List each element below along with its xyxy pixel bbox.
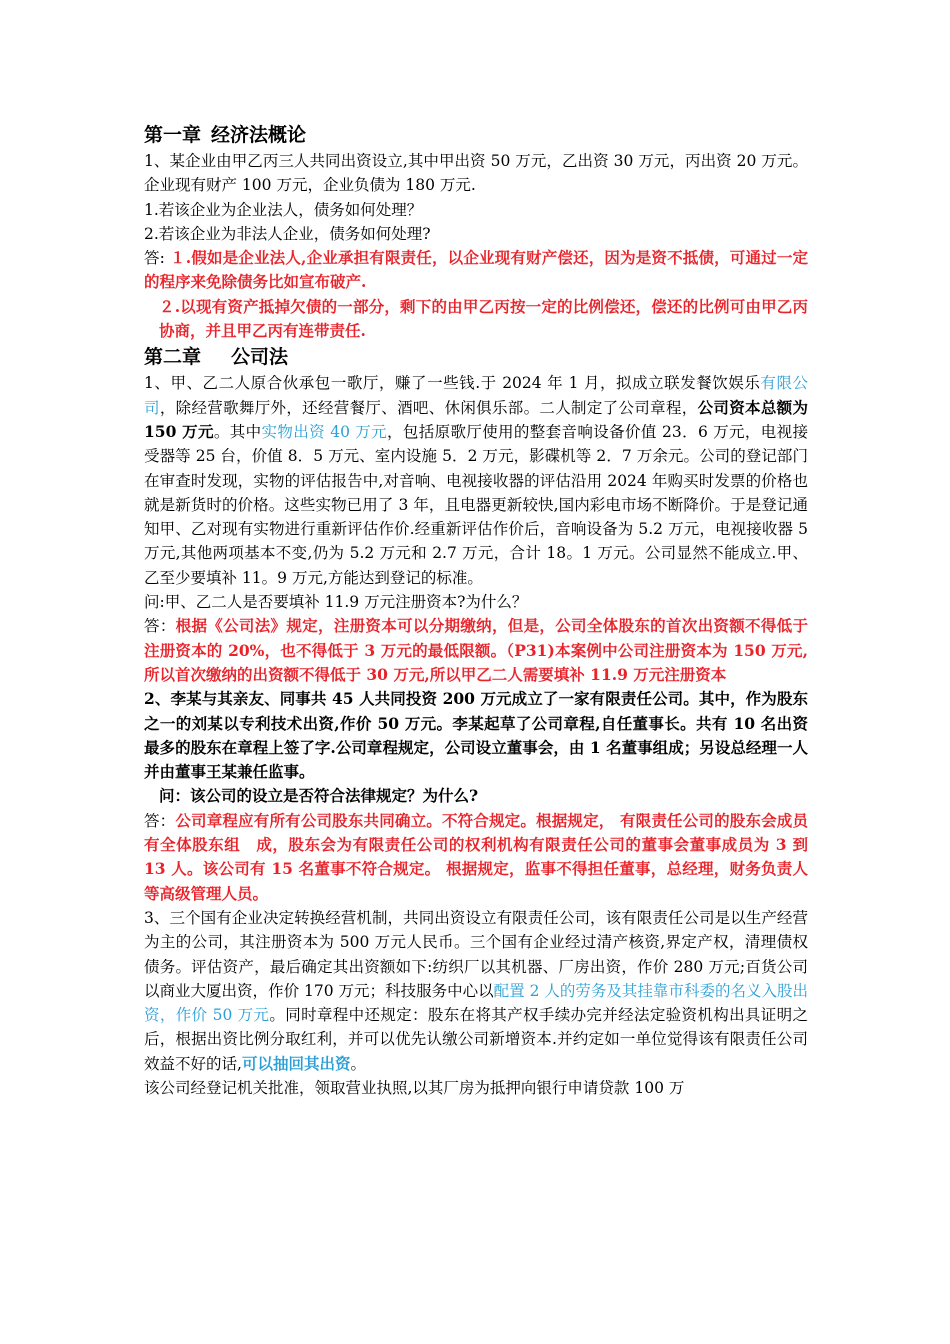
ch2-case-2-text: 2、李某与其亲友、同事共 45 人共同投资 200 万元成立了一家有限责任公司。其中，作为股东之一的刘某以专利技术出资,作价 50 万元。李某起草了公司章程,自任董事长。共有 10 名出资最多的股东在章程上签了字.公司章程规定，公司设立董事会，由 1 名董事组成；另设总经理一人并由董事王某兼任监事。 — [144, 689, 808, 782]
ch2-case-2-question: 问：该公司的设立是否符合法律规定？为什么? — [159, 786, 479, 806]
ch1-case-text: 1、某企业由甲乙丙三人共同出资设立,其中甲出资 50 万元，乙出资 30 万元，丙出资 20 万元。企业现有财产 100 万元，企业负债为 180 万元. — [144, 152, 808, 195]
ch2-case-3-continued: 该公司经登记机关批准，领取营业执照,以其厂房为抵押向银行申请贷款 100 万 — [144, 1078, 685, 1097]
ch1-question-1: 1.若该企业为企业法人，债务如何处理？ — [144, 200, 423, 219]
ch2-case-1-text: 1、甲、乙二人原合伙承包一歌厅，赚了一些钱.于 2024 年 1 月，拟成立联发餐饮娱乐有限公司，除经营歌舞厅外，还经营餐厅、酒吧、休闲俱乐部。二人制定了公司章程，公司资本总额为 150 万元。其中实物出资 40 万元，包括原歌厅使用的整套音响设备价值 23．6 万元，电视接受器等 25 台，价值 8．5 万元、室内设施 5．2 万元，影碟机等 2．7 万余元。公司的登记部门在审查时发现，实物的评估报告中,对音响、电视接收器的评估沿用 2024 年购买时发票的价格也就是新货时的价格。这些实物已用了 3 年，且电器更新较快,国内彩电市场不断降价。于是登记通知甲、乙对现有实物进行重新评估作价.经重新评估作价后，音响设备为 5.2 万元，电视接收器 5 万元,其他两项基本不变,仍为 5.2 万元和 2.7 万元，合计 18。1 万元。公司显然不能成立.甲、乙至少要填补 11。9 万元,方能达到登记的标准。 — [144, 374, 808, 587]
ch2-case-1-answer: 答：根据《公司法》规定，注册资本可以分期缴纳，但是，公司全体股东的首次出资额不得低于注册资本的 20%，也不得低于 3 万元的最低限额。（P31)本案例中公司注册资本为 150 万元,所以首次缴纳的出资额不得低于 30 万元,所以甲乙二人需要填补 11.9 万元注册资本 — [144, 616, 808, 684]
document-page — [144, 121, 808, 1100]
ch2-case-2-answer: 答：公司章程应有所有公司股东共同确立。不符合规定。根据规定， 有限责任公司的股东会成员有全体股东组 成，股东会为有限责任公司的权利机构有限责任公司的董事会董事成员为 3 到 13 人。该公司有 15 名董事不符合规定。 根据规定，监事不得担任董事，总经理，财务负责人等高级管理人员。 — [144, 810, 808, 903]
ch1-answer-2: ２.以现有资产抵掉欠债的一部分，剩下的由甲乙丙按一定的比例偿还，偿还的比例可由甲乙丙协商，并且甲乙丙有连带责任. — [159, 296, 808, 341]
chapter-1-title: 第一章 经济法概论 — [144, 124, 307, 146]
ch1-answer-1: 答: １.假如是企业法人,企业承担有限责任，以企业现有财产偿还，因为是资不抵债，可通过一定的程序来免除债务比如宣布破产. — [144, 248, 809, 292]
ch2-case-3-text: 3、三个国有企业决定转换经营机制，共同出资设立有限责任公司，该有限责任公司是以生产经营为主的公司，其注册资本为 500 万元人民币。三个国有企业经过清产核资,界定产权，清理债权债务。评估资产，最后确定其出资额如下:纺织厂以其机器、厂房出资，作价 280 万元;百货公司以商业大厦出资，作价 170 万元；科技服务中心以配置 2 人的劳务及其挂靠市科委的名义入股出资，作价 50 万元。同时章程中还规定：股东在将其产权手续办完并经法定验资机构出具证明之后，根据出资比例分取红利，并可以优先认缴公司新增资本.并约定如一单位觉得该有限责任公司效益不好的话,可以抽回其出资。 — [144, 908, 808, 1073]
chapter-2-title: 第二章 公司法 — [144, 346, 289, 369]
ch2-case-1-question: 问:甲、乙二人是否要填补 11.9 万元注册资本?为什么？ — [144, 593, 528, 612]
ch1-question-2: 2.若该企业为非法人企业，债务如何处理? — [144, 224, 431, 243]
